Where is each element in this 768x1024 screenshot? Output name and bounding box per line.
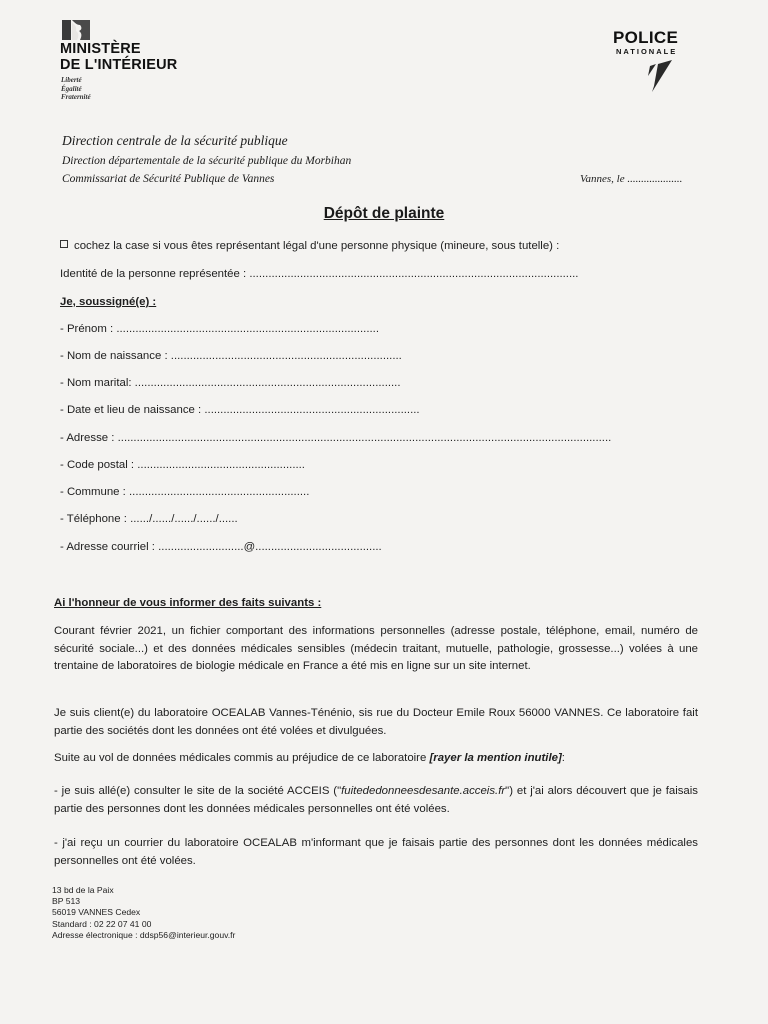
represented-identity-field[interactable]: Identité de la personne représentée : ........................................................................................................ [60, 268, 579, 280]
facts-paragraph-3 [54, 750, 698, 768]
checkbox-label: cochez la case si vous êtes représentant légal d'une personne physique (mineure, sous tutelle) : [74, 240, 560, 252]
option-received-letter[interactable]: - j'ai reçu un courrier du laboratoire OCEALAB m'informant que je faisais partie des personnes dont les données médicales personnelles ont été volées. [54, 837, 698, 867]
document-title: Dépôt de plainte [323, 205, 445, 222]
facts-paragraph-3-text: Suite au vol de données médicales commis au préjudice de ce laboratoire [54, 752, 430, 764]
birth-date-place-field[interactable]: - Date et lieu de naissance : .................................................................... [60, 404, 420, 416]
married-name-field[interactable]: - Nom marital: .................................................................................... [60, 377, 401, 389]
footer-po-box: BP 513 [52, 896, 81, 907]
city-field[interactable]: - Commune : ......................................................... [60, 486, 310, 498]
commissariat-name: Commissariat de Sécurité Publique de Vannes [62, 173, 275, 185]
central-direction: Direction centrale de la sécurité publique [62, 133, 288, 148]
motto-liberte: Liberté [61, 76, 82, 84]
facts-paragraph-1: Courant février 2021, un fichier comportant des informations personnelles (adresse postale, téléphone, email, numéro de sécurité sociale...) et des données médicales sensibles (médecin traitant, mutuelle, pathologie, grossesse...) volées à une trentaine de laboratoires de biologie médicale en France a été mis en ligne sur un site internet. [54, 625, 698, 672]
birth-name-field[interactable]: - Nom de naissance : ......................................................................... [60, 350, 402, 362]
first-name-field[interactable]: - Prénom : ................................................................................... [60, 323, 380, 335]
republic-motto [61, 76, 91, 102]
phone-field[interactable]: - Téléphone : ....../....../....../....../...... [60, 513, 238, 525]
marianne-logo-icon [62, 20, 90, 40]
motto-egalite: Égalité [61, 84, 82, 93]
footer-phone: Standard : 02 22 07 41 00 [52, 918, 152, 929]
departmental-direction: Direction départementale de la sécurité publique du Morbihan [62, 155, 352, 167]
police-wings-icon [636, 58, 680, 94]
motto-fraternite: Fraternité [61, 93, 91, 101]
footer-email: Adresse électronique : ddsp56@interieur.gouv.fr [52, 929, 236, 940]
footer-address [52, 885, 235, 941]
facts-paragraph-3-end: : [561, 752, 565, 764]
facts-paragraph-2: Je suis client(e) du laboratoire OCEALAB Vannes-Ténénio, sis rue du Docteur Emile Roux 56000 VANNES. Ce laboratoire fait partie des sociétés dont les données ont été volées et divulguées. [54, 707, 698, 737]
legal-representative-row [60, 240, 559, 252]
option-1-text-b: ") et j'ai alors découvert que je faisais partie des personnes dont les données médicales personnelles ont été volées. [54, 785, 698, 815]
place-date-field[interactable]: Vannes, le .................... [580, 173, 683, 185]
postal-code-field[interactable]: - Code postal : ..................................................... [60, 459, 305, 471]
address-field[interactable]: - Adresse : ............................................................................................................................................................ [60, 432, 612, 444]
option-1-text-a: - je suis allé(e) consulter le site de la société ACCEIS (" [54, 785, 342, 797]
footer-city: 56019 VANNES Cedex [52, 907, 141, 918]
ministry-line-1: MINISTÈRE [60, 41, 141, 57]
nationale-logo-text: NATIONALE [616, 47, 678, 56]
strike-instruction: [rayer la mention inutile] [429, 752, 562, 764]
email-field[interactable]: - Adresse courriel : ...........................@........................................ [60, 541, 382, 553]
footer-street: 13 bd de la Paix [52, 885, 114, 895]
ministry-line-2: DE L'INTÉRIEUR [60, 57, 178, 73]
legal-representative-checkbox[interactable] [60, 240, 68, 248]
option-visited-site[interactable] [54, 783, 698, 818]
facts-heading: Ai l'honneur de vous informer des faits suivants : [54, 597, 322, 609]
ministry-name [60, 41, 177, 73]
undersigned-heading: Je, soussigné(e) : [60, 296, 157, 308]
acceis-site-link: fuitededonneesdesante.acceis.fr [341, 785, 506, 797]
police-logo-text: POLICE [613, 28, 679, 47]
